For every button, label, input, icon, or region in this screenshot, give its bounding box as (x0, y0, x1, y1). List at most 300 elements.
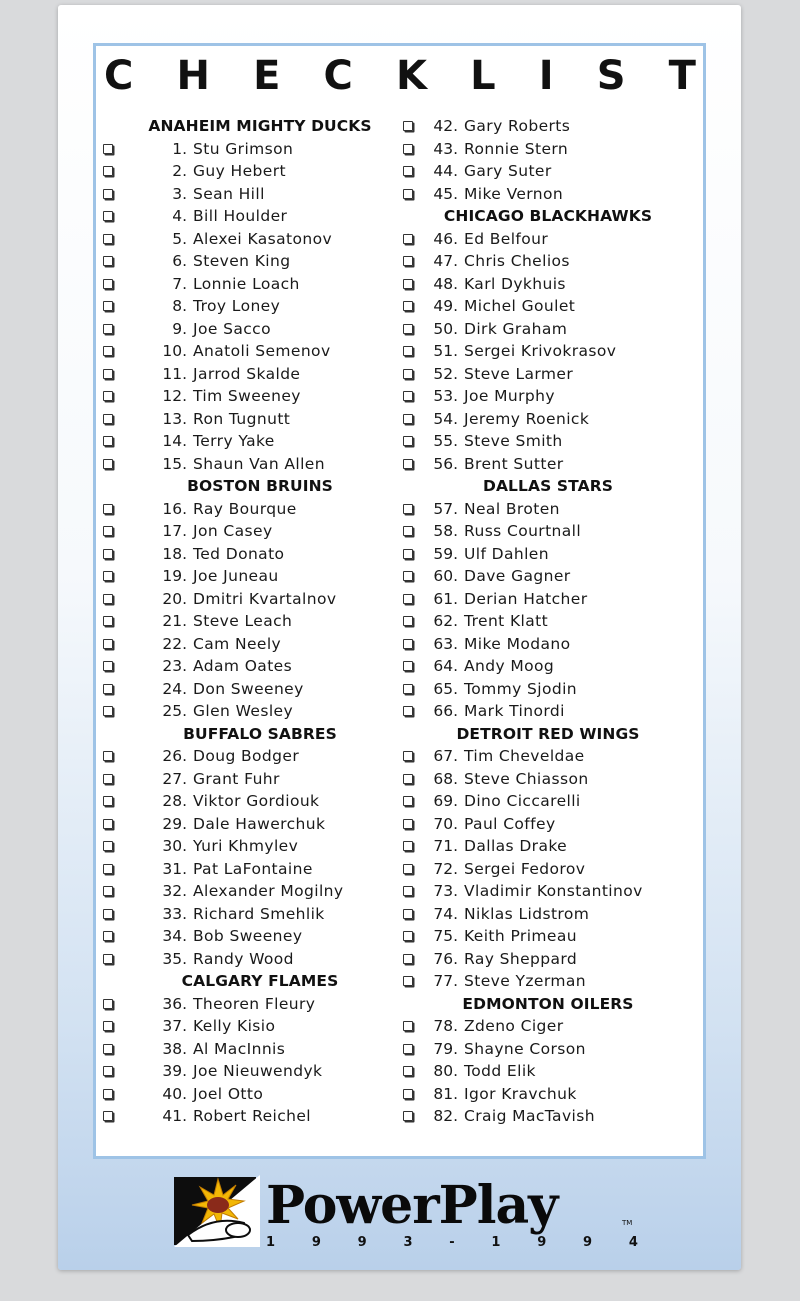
year-char: 9 (357, 1235, 367, 1250)
checklist-item (400, 1083, 696, 1106)
card-number: 69. (433, 792, 458, 810)
checkbox[interactable] (403, 594, 413, 604)
team-heading: EDMONTON OILERS (462, 994, 634, 1013)
card-number: 8. (172, 297, 187, 315)
card-number: 12. (162, 387, 187, 405)
player-name: Russ Courtnall (464, 522, 582, 540)
player-name: Theoren Fleury (193, 994, 316, 1013)
checkbox[interactable] (403, 1089, 413, 1099)
checklist-item (400, 385, 696, 408)
checkbox[interactable] (403, 391, 413, 401)
checklist-item (400, 858, 696, 881)
checkbox[interactable] (103, 346, 113, 356)
checklist-item (400, 273, 696, 296)
checklist-item (100, 183, 390, 206)
checkbox[interactable] (103, 189, 113, 199)
checklist-item (400, 565, 696, 588)
player-name: Zdeno Ciger (464, 1017, 564, 1035)
checkbox[interactable] (103, 459, 113, 469)
checklist-item (400, 903, 696, 926)
title-letter: S (596, 53, 626, 99)
checkbox[interactable] (403, 706, 413, 716)
checkbox[interactable] (103, 414, 113, 424)
player-name: Niklas Lidstrom (464, 904, 590, 923)
player-name: Keith Primeau (464, 927, 577, 945)
checklist-item (100, 363, 390, 386)
checkbox[interactable] (103, 1044, 113, 1054)
player-name: Lonnie Loach (193, 274, 300, 293)
card-number: 15. (162, 454, 187, 473)
checklist-item (100, 633, 390, 656)
player-name: Gary Suter (464, 162, 552, 180)
year-char: - (449, 1235, 455, 1250)
checklist-item (400, 1060, 696, 1083)
checkbox[interactable] (403, 369, 413, 379)
card-number: 2. (172, 162, 187, 180)
checklist-item (100, 408, 390, 431)
checkbox[interactable] (403, 189, 413, 199)
player-name: Joe Nieuwendyk (193, 1062, 323, 1080)
card-number: 67. (433, 747, 458, 765)
checklist-item (400, 633, 696, 656)
card-number: 53. (433, 387, 458, 405)
checkbox[interactable] (103, 751, 113, 761)
player-name: Tommy Sjodin (464, 679, 578, 698)
checklist-item (400, 655, 696, 678)
page-title (104, 50, 696, 102)
checklist-item (400, 970, 696, 993)
year-char: 1 (266, 1235, 276, 1250)
checkbox[interactable] (103, 391, 113, 401)
title-letter: E (253, 53, 281, 99)
checklist-item (400, 408, 696, 431)
checkbox[interactable] (403, 279, 413, 289)
card-number: 51. (433, 342, 458, 360)
player-name: Craig MacTavish (464, 1107, 595, 1125)
player-name: Brent Sutter (464, 454, 564, 473)
checkbox[interactable] (403, 1111, 413, 1121)
checkbox[interactable] (403, 504, 413, 514)
checklist-item (100, 678, 390, 701)
checklist-item (400, 543, 696, 566)
checklist-item (400, 880, 696, 903)
checklist-item (100, 813, 390, 836)
checkbox[interactable] (403, 459, 413, 469)
checkbox[interactable] (103, 841, 113, 851)
checklist-item (100, 565, 390, 588)
checkbox[interactable] (103, 774, 113, 784)
card-number: 79. (433, 1039, 458, 1058)
checklist-item (100, 655, 390, 678)
player-name: Anatoli Semenov (193, 342, 331, 360)
team-heading: DETROIT RED WINGS (456, 724, 640, 743)
powerplay-emblem-icon (174, 1175, 260, 1247)
title-letter: K (395, 53, 427, 99)
player-name: Steve Yzerman (464, 972, 586, 990)
checklist-item (400, 678, 696, 701)
card-number: 66. (433, 702, 458, 720)
card-number: 50. (433, 319, 458, 338)
player-name: Don Sweeney (193, 679, 304, 698)
checkbox[interactable] (403, 256, 413, 266)
player-name: Chris Chelios (464, 252, 570, 270)
checkbox[interactable] (403, 954, 413, 964)
checkbox[interactable] (103, 549, 113, 559)
year-char: 9 (583, 1235, 593, 1250)
player-name: Joe Juneau (193, 567, 279, 585)
player-name: Mark Tinordi (464, 702, 565, 720)
checklist-item (100, 250, 390, 273)
card-number: 31. (162, 859, 187, 878)
player-name: Joe Murphy (464, 387, 555, 405)
card-number: 18. (162, 544, 187, 563)
checkbox[interactable] (403, 639, 413, 649)
checkbox[interactable] (403, 121, 413, 131)
checklist-item (100, 1038, 390, 1061)
title-letter: C (323, 53, 353, 99)
checkbox[interactable] (103, 571, 113, 581)
checkbox[interactable] (103, 819, 113, 829)
checkbox[interactable] (103, 661, 113, 671)
card-number: 27. (162, 769, 187, 788)
year-char: 4 (628, 1235, 638, 1250)
player-name: Mike Modano (464, 634, 571, 653)
checkbox[interactable] (403, 346, 413, 356)
card-number: 57. (433, 499, 458, 518)
checklist-item (100, 1060, 390, 1083)
checkbox[interactable] (403, 301, 413, 311)
checkbox[interactable] (103, 706, 113, 716)
player-name: Stu Grimson (193, 139, 294, 158)
checkbox[interactable] (403, 324, 413, 334)
player-name: Richard Smehlik (193, 904, 325, 923)
card-number: 1. (172, 139, 187, 158)
card-number: 75. (433, 927, 458, 945)
checklist-item (100, 1083, 390, 1106)
card-number: 68. (433, 769, 458, 788)
player-name: Steven King (193, 252, 291, 270)
player-name: Steve Smith (464, 432, 563, 450)
checkbox[interactable] (103, 301, 113, 311)
checklist-item (100, 745, 390, 768)
title-letter: H (176, 53, 210, 99)
player-name: Tim Sweeney (193, 387, 301, 405)
player-name: Mike Vernon (464, 184, 564, 203)
player-name: Steve Leach (193, 612, 293, 630)
player-name: Jeremy Roenick (464, 409, 590, 428)
checkbox[interactable] (403, 144, 413, 154)
year-char: 9 (537, 1235, 547, 1250)
checklist-item (100, 948, 390, 971)
checklist-item (100, 228, 390, 251)
checkbox[interactable] (103, 909, 113, 919)
player-name: Robert Reichel (193, 1107, 312, 1125)
checkbox[interactable] (403, 616, 413, 626)
checkbox[interactable] (403, 526, 413, 536)
title-letter: T (668, 53, 696, 99)
player-name: Glen Wesley (193, 702, 294, 720)
player-name: Ed Belfour (464, 229, 549, 248)
card-number: 52. (433, 364, 458, 383)
checkbox[interactable] (103, 234, 113, 244)
card-number: 48. (433, 274, 458, 293)
player-name: Ray Sheppard (464, 949, 578, 968)
card-number: 5. (172, 229, 187, 248)
player-name: Viktor Gordiouk (193, 792, 320, 810)
checkbox[interactable] (103, 324, 113, 334)
player-name: Doug Bodger (193, 747, 300, 765)
card-number: 25. (162, 702, 187, 720)
checkbox[interactable] (403, 796, 413, 806)
checkbox[interactable] (103, 594, 113, 604)
checklist-item (100, 318, 390, 341)
player-name: Dave Gagner (464, 567, 571, 585)
card-number: 32. (162, 882, 187, 900)
checklist-item (400, 498, 696, 521)
card-number: 4. (172, 207, 187, 225)
player-name: Dmitri Kvartalnov (193, 589, 337, 608)
title-letter: L (470, 53, 496, 99)
card-number: 35. (162, 949, 187, 968)
checklist-item (100, 430, 390, 453)
player-name: Grant Fuhr (193, 769, 280, 788)
checklist-item (400, 768, 696, 791)
checkbox[interactable] (403, 751, 413, 761)
checkbox[interactable] (103, 166, 113, 176)
checkbox[interactable] (403, 549, 413, 559)
card-number: 10. (162, 342, 187, 360)
card-number: 61. (433, 589, 458, 608)
checkbox[interactable] (403, 234, 413, 244)
checkbox[interactable] (403, 436, 413, 446)
player-name: Joel Otto (193, 1084, 264, 1103)
checklist-item (100, 858, 390, 881)
checklist-item (100, 138, 390, 161)
checkbox[interactable] (103, 886, 113, 896)
player-name: Dallas Drake (464, 837, 568, 855)
card-number: 63. (433, 634, 458, 653)
player-name: Derian Hatcher (464, 589, 588, 608)
checklist-item (400, 700, 696, 723)
checklist-item (400, 453, 696, 476)
player-name: Andy Moog (464, 657, 555, 675)
checkbox[interactable] (403, 414, 413, 424)
player-name: Ronnie Stern (464, 139, 569, 158)
checklist-item (400, 340, 696, 363)
checklist-item (400, 745, 696, 768)
card-number: 26. (162, 747, 187, 765)
checklist-item (400, 588, 696, 611)
checklist-item (100, 588, 390, 611)
checkbox[interactable] (103, 144, 113, 154)
checkbox[interactable] (103, 1066, 113, 1076)
player-name: Gary Roberts (464, 117, 571, 135)
card-number: 23. (162, 657, 187, 675)
checkbox[interactable] (103, 256, 113, 266)
card-number: 28. (162, 792, 187, 810)
player-name: Adam Oates (193, 657, 293, 675)
card-number: 40. (162, 1084, 187, 1103)
checkbox[interactable] (403, 931, 413, 941)
checkbox[interactable] (103, 684, 113, 694)
player-name: Pat LaFontaine (193, 859, 313, 878)
card-number: 43. (433, 139, 458, 158)
checkbox[interactable] (103, 279, 113, 289)
player-name: Guy Hebert (193, 162, 286, 180)
card-number: 72. (433, 859, 458, 878)
player-name: Ray Bourque (193, 499, 297, 518)
player-name: Igor Kravchuk (464, 1084, 577, 1103)
card-number: 64. (433, 657, 458, 675)
player-name: Ron Tugnutt (193, 409, 291, 428)
player-name: Yuri Khmylev (193, 837, 299, 855)
checklist-item (100, 385, 390, 408)
checklist-item (100, 520, 390, 543)
team-heading: DALLAS STARS (483, 477, 613, 495)
checklist-item (100, 498, 390, 521)
checklist-item (100, 700, 390, 723)
player-name: Shayne Corson (464, 1039, 586, 1058)
checkbox[interactable] (403, 886, 413, 896)
checkbox[interactable] (403, 1066, 413, 1076)
player-name: Cam Neely (193, 634, 282, 653)
checkbox[interactable] (403, 684, 413, 694)
card-number: 22. (162, 634, 187, 653)
checklist-item (100, 925, 390, 948)
checklist-item (400, 925, 696, 948)
player-name: Steve Larmer (464, 364, 574, 383)
checkbox[interactable] (103, 864, 113, 874)
checklist-item (400, 363, 696, 386)
checkbox[interactable] (103, 211, 113, 221)
card-number: 82. (433, 1107, 458, 1125)
checkbox[interactable] (403, 571, 413, 581)
checkbox[interactable] (103, 999, 113, 1009)
checkbox[interactable] (103, 931, 113, 941)
card-number: 3. (172, 184, 187, 203)
checkbox[interactable] (103, 1089, 113, 1099)
card-number: 80. (433, 1062, 458, 1080)
card-number: 19. (162, 567, 187, 585)
checklist-item (100, 903, 390, 926)
checklist-item (100, 1105, 390, 1128)
checkbox[interactable] (103, 1021, 113, 1031)
team-heading: BOSTON BRUINS (187, 477, 333, 495)
brand-logo (174, 1175, 644, 1255)
checklist-item (100, 295, 390, 318)
card-number: 38. (162, 1039, 187, 1058)
checkbox[interactable] (403, 864, 413, 874)
card-number: 62. (433, 612, 458, 630)
card-number: 60. (433, 567, 458, 585)
checkbox[interactable] (403, 166, 413, 176)
year-char: 1 (491, 1235, 501, 1250)
player-name: Vladimir Konstantinov (464, 882, 643, 900)
checklist-item (100, 273, 390, 296)
player-name: Al MacInnis (193, 1039, 286, 1058)
brand-wordmark: PowerPlay (266, 1175, 558, 1236)
player-name: Tim Cheveldae (464, 747, 585, 765)
card-number: 30. (162, 837, 187, 855)
checklist-item (100, 543, 390, 566)
checkbox[interactable] (403, 909, 413, 919)
player-name: Kelly Kisio (193, 1017, 276, 1035)
card-number: 78. (433, 1017, 458, 1035)
checklist-item (400, 115, 696, 138)
checklist-item (400, 160, 696, 183)
checkbox[interactable] (103, 954, 113, 964)
player-name: Alexei Kasatonov (193, 229, 333, 248)
card-number: 56. (433, 454, 458, 473)
card-number: 6. (172, 252, 187, 270)
card-number: 59. (433, 544, 458, 563)
brand-years (266, 1235, 638, 1250)
card-number: 33. (162, 904, 187, 923)
player-name: Randy Wood (193, 949, 294, 968)
player-name: Ulf Dahlen (464, 544, 549, 563)
checklist-item (100, 790, 390, 813)
checkbox[interactable] (103, 369, 113, 379)
checkbox[interactable] (403, 661, 413, 671)
card-number: 55. (433, 432, 458, 450)
team-heading: CHICAGO BLACKHAWKS (443, 207, 653, 225)
player-name: Todd Elik (464, 1062, 536, 1080)
checklist-item (400, 250, 696, 273)
card-number: 39. (162, 1062, 187, 1080)
player-name: Alexander Mogilny (193, 882, 344, 900)
card-number: 24. (162, 679, 187, 698)
player-name: Steve Chiasson (464, 769, 589, 788)
checkbox[interactable] (103, 1111, 113, 1121)
checklist-item (400, 1105, 696, 1128)
checkbox[interactable] (403, 1021, 413, 1031)
checkbox[interactable] (103, 526, 113, 536)
checklist-item (100, 160, 390, 183)
checkbox[interactable] (403, 1044, 413, 1054)
checklist-item (100, 340, 390, 363)
card-number: 44. (433, 162, 458, 180)
player-name: Paul Coffey (464, 814, 556, 833)
player-name: Ted Donato (193, 544, 285, 563)
card-number: 7. (172, 274, 187, 293)
checklist-item (400, 295, 696, 318)
card-number: 73. (433, 882, 458, 900)
card-number: 11. (162, 364, 187, 383)
checklist-item (400, 790, 696, 813)
checkbox[interactable] (103, 504, 113, 514)
player-name: Joe Sacco (193, 319, 271, 338)
checkbox[interactable] (403, 841, 413, 851)
card-number: 65. (433, 679, 458, 698)
checkbox[interactable] (103, 639, 113, 649)
card-number: 21. (162, 612, 187, 630)
checklist-item (100, 1015, 390, 1038)
checkbox[interactable] (403, 819, 413, 829)
year-char: 3 (403, 1235, 413, 1250)
checklist-column-right (400, 115, 696, 1128)
checkbox[interactable] (403, 774, 413, 784)
card-number: 76. (433, 949, 458, 968)
checklist-item (400, 1038, 696, 1061)
checkbox[interactable] (103, 796, 113, 806)
checklist-item (100, 993, 390, 1016)
player-name: Shaun Van Allen (193, 454, 325, 473)
team-heading: CALGARY FLAMES (181, 972, 339, 990)
checkbox[interactable] (103, 616, 113, 626)
checklist-item (400, 948, 696, 971)
checkbox[interactable] (403, 976, 413, 986)
checkbox[interactable] (103, 436, 113, 446)
